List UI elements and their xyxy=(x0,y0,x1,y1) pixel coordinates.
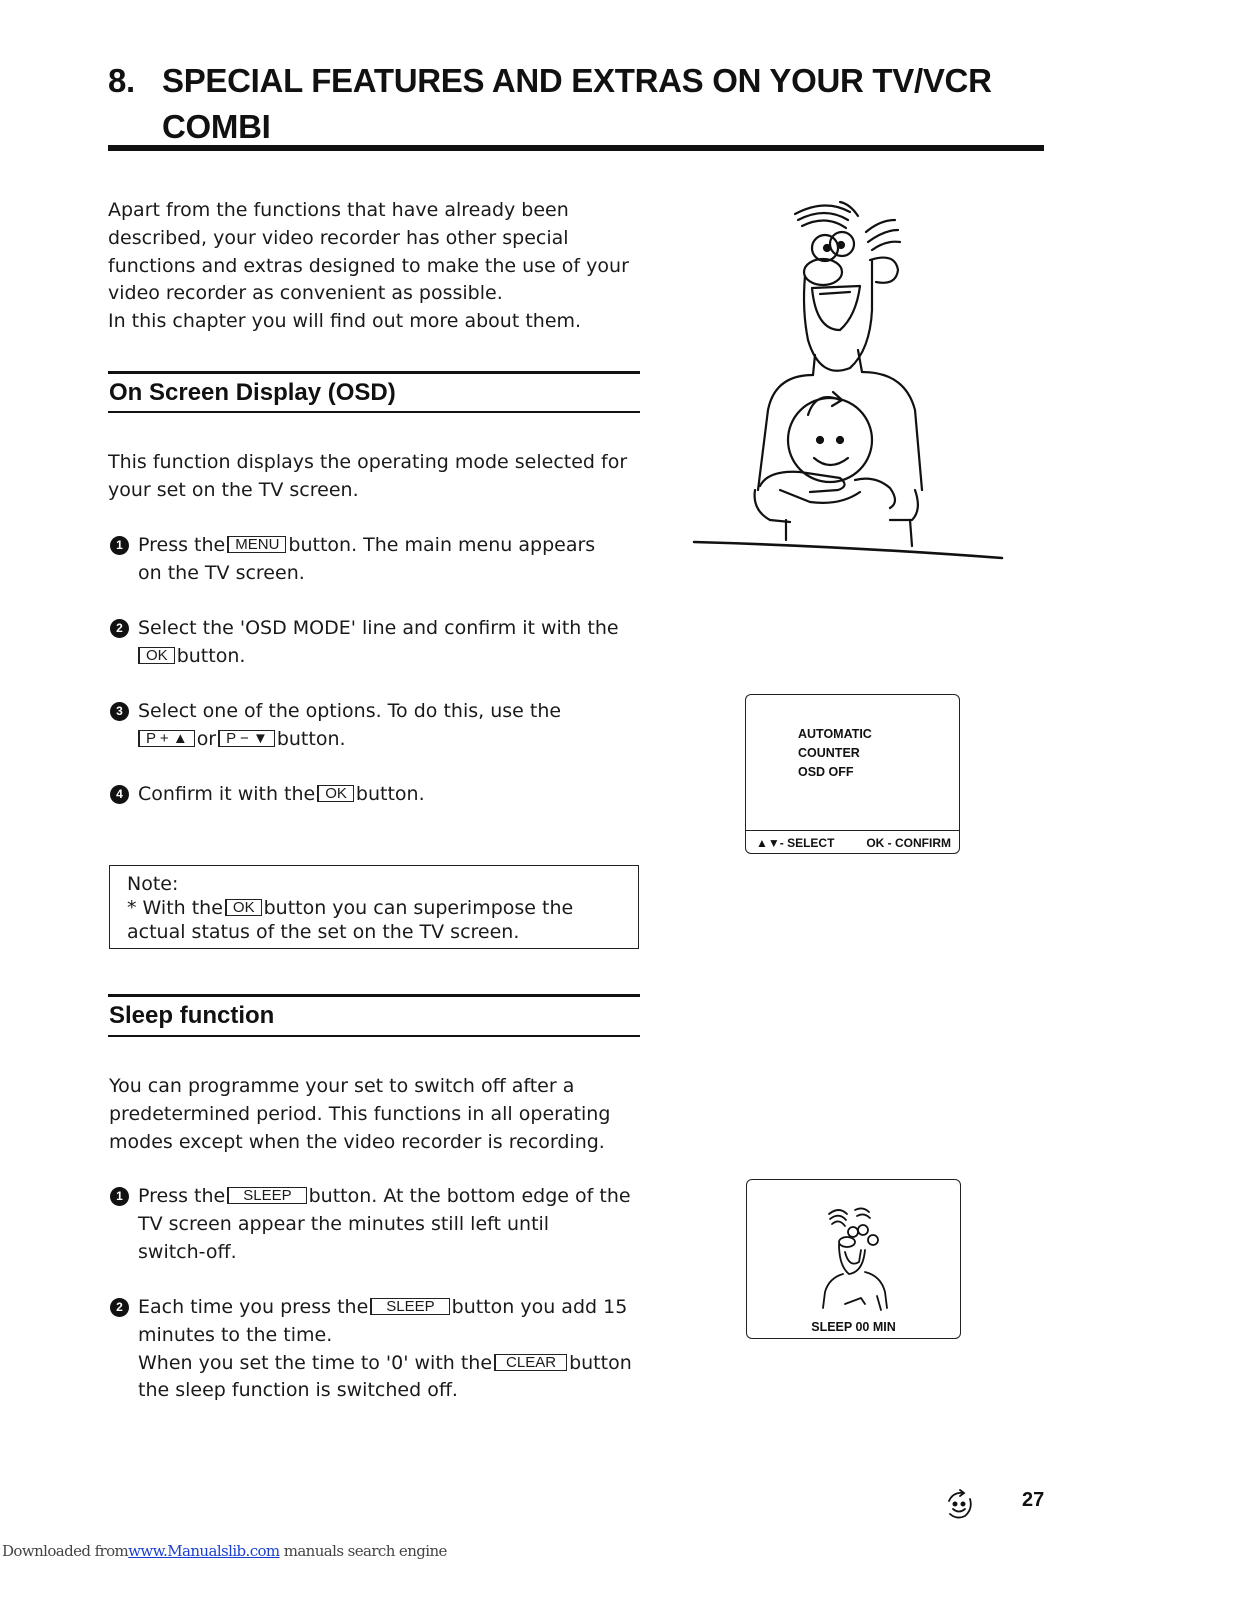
step-text: When you set the time to '0' with the xyxy=(138,1351,493,1374)
osd-description xyxy=(108,449,668,505)
step-number-badge: 4 xyxy=(110,785,129,804)
step-text: Each time you press the xyxy=(138,1296,369,1318)
cartoon-man-icon xyxy=(817,1200,897,1318)
osd-option: COUNTER xyxy=(798,746,860,760)
step-number-badge: 3 xyxy=(110,702,129,721)
step-text: Confirm it with the xyxy=(138,783,316,805)
osd-option: AUTOMATIC xyxy=(798,727,872,741)
osd-description-line: This function displays the operating mode selected for xyxy=(108,451,628,473)
sleep-key: SLEEP xyxy=(227,1187,306,1204)
sleep-step-2 xyxy=(110,1294,670,1405)
step-text: button. xyxy=(276,727,346,750)
ok-key: OK xyxy=(317,785,354,802)
manualslib-link[interactable]: www.Manualslib.com xyxy=(128,1542,280,1560)
step-text: the sleep function is switched off. xyxy=(138,1379,458,1402)
step-text: button. xyxy=(355,783,425,805)
step-text: button. xyxy=(176,644,246,667)
note-text: actual status of the set on the TV screen. xyxy=(127,921,520,943)
osd-select-hint: ▲▼- SELECT xyxy=(756,836,835,850)
sleep-screen xyxy=(746,1179,961,1339)
osd-step-3 xyxy=(110,698,650,754)
step-text: minutes to the time. xyxy=(138,1323,333,1346)
footer-text: manuals search engine xyxy=(279,1542,447,1560)
intro-line: video recorder as convenient as possible. xyxy=(108,282,503,305)
chapter-title-line1: SPECIAL FEATURES AND EXTRAS ON YOUR TV/VCR xyxy=(162,62,992,99)
note-label: Note: xyxy=(127,873,179,895)
clear-key: CLEAR xyxy=(494,1354,567,1371)
step-number-badge: 2 xyxy=(110,619,129,638)
chapter-title xyxy=(108,58,1008,150)
sleep-key: SLEEP xyxy=(370,1298,449,1315)
download-footer xyxy=(2,1542,447,1560)
section-rule-bottom xyxy=(108,411,640,413)
step-text: on the TV screen. xyxy=(138,561,305,584)
step-number-badge: 1 xyxy=(110,1187,129,1206)
osd-menu-screen xyxy=(745,694,960,854)
sleep-timer-readout: SLEEP 00 MIN xyxy=(811,1320,896,1334)
step-text: Select the 'OSD MODE' line and confirm it with the xyxy=(138,617,619,639)
intro-line: described, your video recorder has other special xyxy=(108,226,569,249)
osd-step-4 xyxy=(110,781,650,809)
osd-confirm-hint: OK - CONFIRM xyxy=(866,836,951,850)
step-number-badge: 1 xyxy=(110,536,129,555)
osd-section-heading: On Screen Display (OSD) xyxy=(109,379,396,406)
step-text: button xyxy=(569,1351,632,1374)
note-box xyxy=(109,865,639,949)
step-text: or xyxy=(196,727,217,750)
title-rule xyxy=(108,145,1044,151)
step-text: button. At the bottom edge of the xyxy=(308,1185,631,1207)
osd-footer-divider xyxy=(746,830,959,832)
osd-description-line: your set on the TV screen. xyxy=(108,478,359,501)
step-text: button. The main menu appears xyxy=(288,534,596,556)
sleep-description xyxy=(109,1073,669,1156)
osd-footer xyxy=(756,836,951,850)
chapter-number: 8. xyxy=(108,62,135,99)
intro-line: functions and extras designed to make the use of your xyxy=(108,254,629,277)
footer-text: Downloaded from xyxy=(2,1542,129,1560)
cartoon-man-illustration xyxy=(690,190,1010,570)
p-minus-key: P − ▼ xyxy=(218,730,275,747)
step-text: Press the xyxy=(138,534,226,556)
menu-key: MENU xyxy=(227,536,286,553)
sleep-description-line: modes except when the video recorder is recording. xyxy=(109,1130,605,1153)
osd-step-1 xyxy=(110,532,650,588)
sleep-description-line: predetermined period. This functions in all operating xyxy=(109,1102,611,1125)
ok-key: OK xyxy=(138,647,175,664)
section-rule-bottom xyxy=(108,1035,640,1037)
sleep-description-line: You can programme your set to switch off after a xyxy=(109,1075,575,1097)
step-number-badge: 2 xyxy=(110,1298,129,1317)
sleep-step-1 xyxy=(110,1183,650,1266)
page-number: 27 xyxy=(1022,1489,1045,1511)
step-text: button you add 15 xyxy=(451,1296,628,1318)
step-text: TV screen appear the minutes still left until xyxy=(138,1212,550,1235)
step-text: switch-off. xyxy=(138,1240,237,1263)
intro-paragraph xyxy=(108,197,668,336)
osd-step-2 xyxy=(110,615,650,671)
p-plus-key: P + ▲ xyxy=(138,730,195,747)
sleep-section-heading: Sleep function xyxy=(109,1002,275,1029)
ok-key: OK xyxy=(225,899,262,916)
step-text: Press the xyxy=(138,1185,226,1207)
step-text: Select one of the options. To do this, use the xyxy=(138,700,562,722)
smiley-icon xyxy=(943,1489,975,1521)
note-text: button you can superimpose the xyxy=(263,897,574,919)
intro-line: In this chapter you will find out more about them. xyxy=(108,310,582,333)
intro-line: Apart from the functions that have already been xyxy=(108,199,569,221)
chapter-title-line2: COMBI xyxy=(162,108,271,145)
section-rule-top xyxy=(108,371,640,374)
section-rule-top xyxy=(108,994,640,997)
note-text: * With the xyxy=(127,897,223,919)
osd-option: OSD OFF xyxy=(798,765,854,779)
